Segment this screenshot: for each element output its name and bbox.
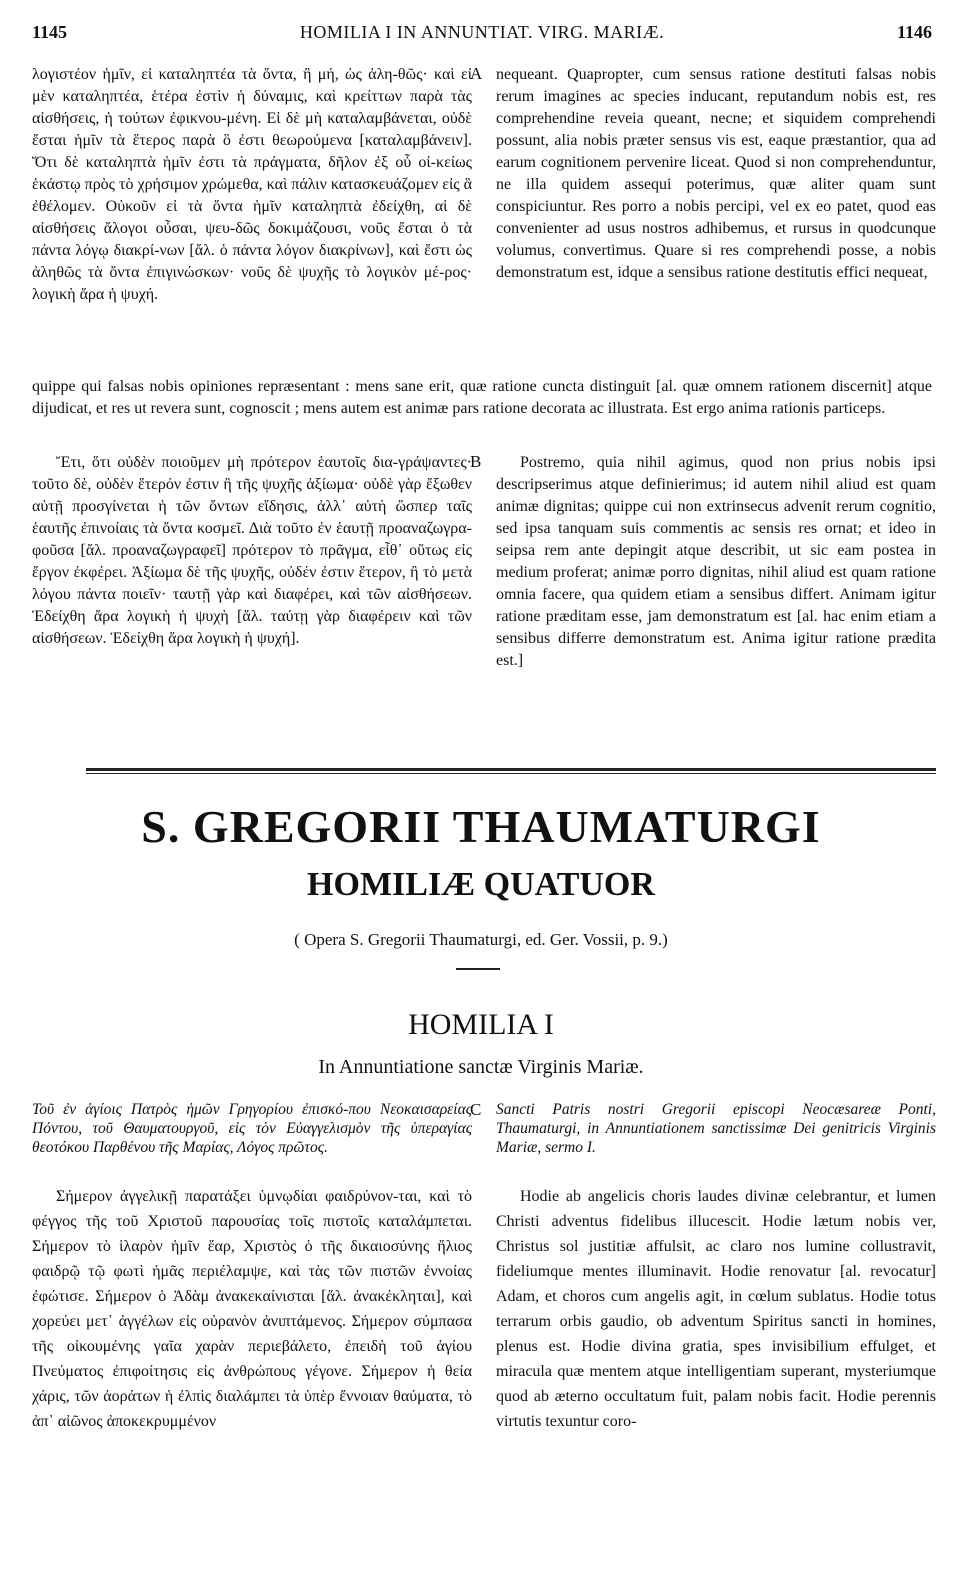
- main-title: S. GREGORII THAUMATURGI: [141, 801, 821, 852]
- greek-column-top: [32, 64, 472, 306]
- page-number-left: 1145: [32, 22, 68, 42]
- section-rule-thin: [86, 773, 936, 774]
- greek-homily-text: Σήμερον ἀγγελικῇ παρατάξει ὑμνῳδίαι φαιδρύνον-ται, καὶ τὸ φέγγος τῆς τοῦ Χριστοῦ παρουσίας τοῖς πιστοῖς καταλάμπεται. Σήμερον τὸ ἱλαρὸν ἡμῖν ἔαρ, Χριστὸς ὁ τῆς δικαιοσύνης ἥλιος φαιδρῷ τῷ φωτὶ ἡμᾶς περιέλαμψε, καὶ τὰς τῶν πιστῶν ἐννοίας ἐφώτισε. Σήμερον ὁ Ἀδὰμ ἀνακεκαίνισται [ἄλ. ἀνακέκληται], καὶ χορεύει μετ᾽ ἀγγέλων εἰς οὐρανὸν ἀνιπτάμενος. Σήμερον σύμπασα τῆς οἰκουμένης γαῖα χαρὰν περιεβάλετο, ἐπειδὴ τοῦ ἁγίου Πνεύματος ἐπιφοίτησις εἰς ἀνθρώπους γέγονε. Σήμερον ἡ θεία χάρις, τῶν ἀοράτων ἡ ἐλπὶς διαλάμπει τὰ ὑπὲρ ἔννοιαν θαύματα, τὸ ἀπ᾽ αἰῶνος ἀποκεκρυμμένον: [32, 1188, 472, 1430]
- latin-homily-title: [496, 1100, 936, 1157]
- page-number-right: 1146: [896, 22, 932, 42]
- section-rule-thick: [86, 768, 936, 771]
- latin-paragraph-2: Postremo, quia nihil agimus, quod non prius nobis ipsi descripserimus atque definierimus; id autem nihil aliud est quam animæ dignitas; quippe cui non extrinsecus advenit rerum cognitio, sed ipsa tanquam suis commentis ac sensis res ornat; et ideo in seipsa rem ante depingit atque describit, ut sic eam postea in medium proferat; animæ porro dignitas, nihil aliud est quam ratione omnia facere, qua quidem etiam a sensibus differt. Animam igitur ratione præditam esse, jam demonstratum est [al. hac enim etiam a sensibus differre demonstratum est. Anima igitur ratione prædita est.]: [496, 454, 936, 669]
- greek-paragraph-1: λογιστέον ἡμῖν, εἰ καταληπτέα τὰ ὄντα, ἢ μή, ὡς ἀλη-θῶς· καὶ εἰ μὲν καταληπτέα, ἑτέρα ἐστὶν ἡ δύναμις, καὶ κρείττων παρὰ τὰς αἰσθήσεις, ἡ τούτων ἐφικνου-μένη. Εἰ δὲ μὴ καταλαμβάνεται, οὐδὲ ἔσται ἡμῖν τὰ ἕτερος παρὰ ὃ ἐστι θεωρούμενα [καταλαμβάνειν]. Ὅτι δὲ καταληπτὰ ἡμῖν ἐστι τὰ πράγματα, δῆλον ἐξ οὗ οἰ-κείως ἑκάστῳ πρὸς τὸ χρήσιμον χρώμεθα, καὶ πάλιν κατασκευάζομεν εἰς ἃ ἐθέλομεν. Οὐκοῦν εἰ τὰ ὄντα ἡμῖν καταληπτὰ ἐδείχθη, αἱ δὲ αἰσθήσεις ἄλογοι οὖσαι, ψευ-δῶς δοκιμάζουσι, νοῦς ἔσται ὁ τὰ πάντα λόγῳ διακρί-νων [ἄλ. ὁ πάντα λόγον διακρίνων], καὶ ἔστι ὡς ἀληθῶς τὰ ὄντα ἐπιγινώσκων· νοῦς δὲ ψυχῆς τὸ λογικὸν μέ-ρος· λογικὴ ἄρα ἡ ψυχή.: [32, 66, 472, 303]
- latin-homily-title-text: Sancti Patris nostri Gregorii episcopi Neocæsareæ Ponti, Thaumaturgi, in Annuntiationem sanctissimæ Dei genitricis Virginis Mariæ, sermo I.: [496, 1101, 936, 1156]
- greek-paragraph-2: Ἔτι, ὅτι οὐδὲν ποιοῦμεν μὴ πρότερον ἑαυτοῖς δια-γράψαντες· τοῦτο δὲ, οὐδὲν ἕτερόν ἐστιν ἢ τῆς ψυχῆς ἀξίωμα· οὐδὲ γὰρ ἔξωθεν αὐτῇ προσγίνεται ἡ τῶν ὄντων εἴδησις, ἀλλ᾽ αὐτὴ ὥσπερ ταῖς ἑαυτῆς ἐπινοίαις τὰ ὄντα κοσμεῖ. Διὰ τοῦτο ἐν ἑαυτῇ προαναζωγρα-φοῦσα [ἄλ. προαναζωγραφεῖ] πρότερον τὸ πρᾶγμα, εἶθ᾽ οὕτως εἰς ἔργον ἐκφέρει. Ἀξίωμα δὲ τῆς ψυχῆς, οὐδέν ἐστιν ἕτερον, ἢ τὸ μετὰ λόγου πάντα ποιεῖν· ταυτῇ γὰρ καὶ διαφέρει, καὶ τῶν αἰσθήσεων. Ἐδείχθη ἄρα λογικὴ ἡ ψυχὴ [ἄλ. ταύτῃ γὰρ διαφέρειν καὶ τῶν αἰσθήσεων. Ἐδείχθη ἄρα λογικὴ ἡ ψυχή].: [32, 454, 472, 647]
- greek-homily-title-text: Τοῦ ἐν ἁγίοις Πατρὸς ἡμῶν Γρηγορίου ἐπισκό-που Νεοκαισαρείας Πόντου, τοῦ Θαυματουργοῦ, εἰς τὸν Εὐαγγελισμὸν τῆς ὑπεραγίας θεοτόκου Παρθένου τῆς Μαρίας, Λόγος πρῶτος.: [32, 1101, 472, 1156]
- latin-homily-body: [496, 1184, 936, 1434]
- latin-homily-text: Hodie ab angelicis choris laudes divinæ celebrantur, et lumen Christi adventus fidelibus illucescit. Hodie lætum nobis ver, Christus sol justitiæ affulsit, ac claro nos lumine collustravit, fideliumque mentes illuminavit. Hodie renovatur [al. revocatur] Adam, et choros cum angelis agit, in cœlum sublatus. Hodie totus terrarum orbis gaudio, ob adventum Spiritus sancti in homines, plenus est. Hodie divina gratia, spes invisibilium effulget, et miracula quæ mentem atque intelligentiam superant, mysteriumque quod ab æterno occultatum fuit, palam nobis facit. Hodie perennis virtutis texuntur coro-: [496, 1188, 936, 1430]
- full-width-latin: [32, 376, 932, 420]
- page-header: [32, 20, 932, 46]
- latin-column-top: [496, 64, 936, 284]
- sub-title: HOMILIÆ QUATUOR: [307, 866, 655, 903]
- margin-marker-b: B: [470, 452, 482, 471]
- latin-column-second: [496, 452, 936, 672]
- source-note: ( Opera S. Gregorii Thaumaturgi, ed. Ger. Vossii, p. 9.): [294, 930, 668, 949]
- short-rule: [456, 968, 500, 970]
- margin-marker-c: C: [470, 1100, 482, 1119]
- homily-heading: HOMILIA I: [408, 1008, 554, 1041]
- greek-homily-body: [32, 1184, 472, 1434]
- running-title: HOMILIA I IN ANNUNTIAT. VIRG. MARIÆ.: [299, 22, 665, 42]
- homily-subheading: In Annuntiatione sanctæ Virginis Mariæ.: [318, 1056, 644, 1078]
- latin-paragraph-1: nequeant. Quapropter, cum sensus ratione destituti falsas nobis rerum imagines ac species inducant, reputandum nobis est, res comprehendine reveia queant, necne; et siquidem comprehendi possunt, alia nobis præter sensus vis est, eaque præstantior, qua ad earum cognitionem pervenire liceat. Quod si non comprehenduntur, ne illa quidem assequi poterimus, quæ aliter quam sunt conspiciuntur. Res porro a nobis percipi, vel ex eo patet, quod eas convenienter ad usus nostros adhibemus, et rursus in quodcunque volumus, convertimus. Quare si res comprehendi posse, a nobis demonstratum est, idque a sensibus ratione destitutis effici nequeat,: [496, 66, 936, 281]
- margin-marker-a: A: [470, 64, 483, 83]
- greek-column-second: [32, 452, 472, 650]
- greek-homily-title: [32, 1100, 472, 1157]
- full-width-paragraph: quippe qui falsas nobis opiniones repræsentant : mens sane erit, quæ ratione cuncta distinguit [al. quæ omnem rationem discernit] atque dijudicat, et res ut revera sunt, cognoscit ; mens autem est animæ pars ratione decorata ac illustrata. Est ergo anima rationis particeps.: [32, 378, 932, 417]
